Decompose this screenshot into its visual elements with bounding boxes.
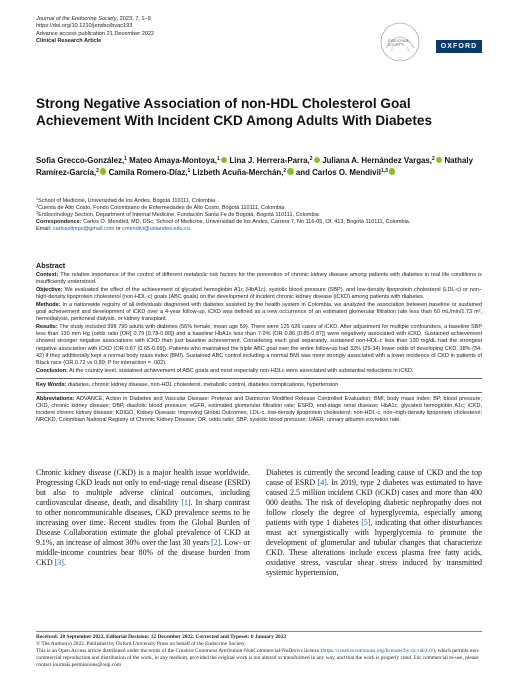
abstract-conclusion: Conclusion: At the country level, sustained achievement of ABC goals and most especially non-HDLc were associated with substantial reductions in iCKD.	[36, 367, 414, 374]
author-affiliation-number: 1,3	[380, 167, 388, 174]
author-affiliation-number: 2	[96, 167, 99, 174]
page-header	[36, 16, 482, 64]
email-link-1[interactable]: carlosolimpo@gmail.com	[52, 226, 115, 232]
citation-link[interactable]: [3]	[54, 557, 64, 567]
orcid-icon[interactable]	[314, 157, 321, 164]
affiliations	[36, 198, 482, 233]
author-affiliation-number: 2	[431, 156, 435, 162]
abstract-section	[36, 262, 482, 425]
abstract-methods: Methods: In a nationwide registry of all individuals diagnosed with diabetes assisted by the health system in Colombia, we analyzed the association between baseline or sustained goal achievement and development of iCKD over a 4-year follow-up. iCKD was defined as a new occurrence of an estimated glomerular filtration rate less than 60 mL/min/1.73 m², hemodialysis, peritoneal dialysis, or kidney transplant.	[36, 302, 482, 323]
author-name: Sofia Grecco-González,$^1$	[36, 156, 127, 165]
doi-link[interactable]: https://doi.org/10.1210/jendso/bvac193	[36, 23, 133, 30]
author-affiliation-number: 1	[187, 167, 191, 174]
article-type: Clinical Research Article	[36, 38, 102, 45]
affiliation-1: $^1$School of Medicine, Universidad de los Andes, Bogotá 110111, Colombia	[36, 197, 216, 204]
abstract-context: Context: The relative importance of the control of different metabolic risk factors for the prevention of chronic kidney disease among patients with diabetes in real life conditions is insufficiently understood.	[36, 272, 482, 286]
orcid-icon[interactable]	[100, 168, 107, 175]
article-title: Strong Negative Association of non-HDL Cholesterol Goal Achievement With Incident CKD Among Adults With Diabetes	[36, 96, 433, 128]
author-affiliation-number: 2	[283, 167, 287, 174]
correspondence: Correspondence: Carlos O. Mendivil, MD, DSc, School of Medicine, Universidad de los Andes, Carrera 7, No 116-05, Of. 413, Bogotá 110111, Colombia.	[36, 219, 411, 225]
abstract-results: Results: The study included 998 790 adults with diabetes (56% female, mean age 59). There were 125 626 cases of iCKD. After adjustment for multiple confounders, a baseline SBP less than 130 mm Hg (odds ratio [OR] 0.79 [0.78-0.80]) and a baseline HbA1c less than 7.0% (OR 0.86 [0.85-0.87]) were negatively associated with iCKD. Sustained achievement showed stronger negative associations with iCKD than just baseline achievement. Considering each goal separately, sustained non-HDL-c less than 130 mg/dL had the strongest negative association with iCKD (OR 0.67 (0.65-0.69]). Patients who maintained the triple ABC goal over the entire follow-up had 32% (29-34) lower odds of developing CKD, 38% (34-42) if they additionally kept a normal body mass index (BMI). Sustained ABC control including a normal BMI was more strongly associated with a lower incidence of CKD in patients of Black race (OR 0.72 vs 0.89; P for interaction = .002).	[36, 324, 482, 366]
author-name: and Carlos O. Mendivil$^{1,3}$	[296, 168, 396, 177]
abbreviations: Abbreviations: ADVANCE, Action in Diabetes and Vascular Disease: Preterax and Diamicron Modified Release Controlled Evaluation; BMI, body mass index; BP, blood pressure; CKD, chronic kidney disease; DBP, diastolic blood pressure; eGFR, estimated glomerular filtration rate; ESRD, end-stage renal disease; HbA1c, glycated hemoglobin A1c; iCKD, incident chronic kidney disease; KDIGO, Kidney Disease: Improving Global Outcomes; LDL-c, low-density lipoprotein cholesterol; non-HDL-c, non–high-density lipoprotein cholesterol; NRCKD, Colombian National Registry of Chronic Kidney Disease; OR, odds ratio; SBP, systolic blood pressure; UAER, urinary albumin excretion rate.	[36, 395, 482, 423]
affiliation-3: $^3$Endocrinology Section, Department of Internal Medicine, Fundación Santa Fe de Bogotá, Bogotá 110111, Colombia	[36, 211, 319, 218]
footer-divider	[36, 631, 482, 632]
orcid-icon[interactable]	[389, 168, 396, 175]
citation-link[interactable]: [5]	[361, 517, 371, 527]
email-link-2[interactable]: cmendivi@uniandes.edu.co	[122, 226, 190, 232]
author-name: Nathaly Ramírez-García,$^2$	[36, 156, 473, 177]
copyright: © The Author(s) 2022. Published by Oxford University Press on behalf of the Endocrine Society.	[36, 640, 246, 647]
citation-link[interactable]: [2]	[211, 537, 221, 547]
author-name: Juliana A. Hernández Vargas,$^2$	[322, 156, 442, 165]
keywords-divider	[36, 392, 482, 393]
advance-access: Advance access publication 21 December 2022	[36, 30, 155, 37]
abstract-divider	[36, 378, 482, 379]
author-name: Camila Romero-Díaz,$^1$	[108, 167, 191, 177]
affiliation-2: $^2$Cuenta de Alto Costo, Fondo Colombiano de Enfermedades de Alto Costo, Bogotá 110111, Colombia	[36, 204, 285, 211]
oxford-logo: OXFORD	[436, 40, 482, 53]
orcid-icon[interactable]	[221, 157, 228, 164]
abstract-heading: Abstract	[36, 261, 66, 270]
article-dates: Received: 28 September 2022. Editorial Decision: 12 December 2022. Corrected and Typeset: 6 January 2023	[36, 634, 287, 640]
license-link[interactable]: https://creativecommons.org/licenses/by-nc-nd/4.0/	[322, 647, 434, 654]
author-affiliation-number: 1	[124, 156, 127, 162]
body-column-left: Chronic kidney disease (CKD) is a major health issue worldwide. Progressing CKD leads not only to end-stage renal disease (ESRD) but also to multiple adverse clinical outcomes, including cardiovascular disease, death, and disability [1]. In sharp contrast to other noncommunicable diseases, CKD prevalence seems to be increasing over time. Recent studies from the Global Burden of Disease Collaboration estimate the global prevalence of CKD at 9.1%, an increase of almost 30% over the last 30 years [2]. Low- or middle-income countries bear 80% of the disease burden from CKD [3].	[36, 468, 250, 567]
page-footer	[36, 634, 482, 669]
citation-link[interactable]: [1]	[181, 497, 191, 507]
journal-name: Journal of the Endocrine Society	[36, 16, 117, 22]
author-name: Mateo Amaya-Montoya,$^1$	[129, 156, 227, 165]
license-text: This is an Open Access article distributed under the terms of the Creative Commons Attribution-NonCommercial-NoDerivs licence (https://creativecommons.org/licenses/by-nc-nd/4.0/), which permits non-commercial reproduction and distribution of the work, in any medium, provided the original work is not altered or transformed in any way, and that the work is properly cited. For commercial re-use, please contact journals.permissions@oup.com	[36, 647, 480, 668]
author-affiliation-number: 1	[216, 156, 220, 162]
endocrine-society-logo	[380, 20, 420, 64]
citation-link[interactable]: [4]	[317, 477, 327, 487]
author-name: Lina J. Herrera-Parra,$^2$	[229, 156, 320, 165]
keywords: Key Words: diabetes, chronic kidney disease, non-HDL cholesterol, metabolic control, diabetes complications, hypertension	[36, 381, 339, 388]
orcid-icon[interactable]	[287, 168, 294, 175]
correspondence-email: Email: carlosolimpo@gmail.com or cmendivi@uniandes.edu.co.	[36, 226, 192, 232]
journal-issue: , 2023, 7, 1–9	[116, 16, 151, 22]
orcid-icon[interactable]	[436, 157, 443, 164]
body-column-right: Diabetes is currently the second leading cause of CKD and the top cause of ESRD [4]. In 2019, type 2 diabetes was estimated to have caused 2.5 million incident CKD (iCKD) cases and more than 400 000 deaths. The risk of developing diabetic nephropathy does not follow closely the degree of hyperglycemia, especially among patients with type 1 diabetes [5], indicating that other disturbances must act synergistically with hyperglycemia to promote the development of glomerular and tubular changes that characterize CKD. These alterations include excess plasma free fatty acids, oxidative stress, vascular shear stress induced by transmitted systemic hypertension,	[266, 468, 482, 577]
society-logo-text: ENDOCRINE SOCIETY	[388, 39, 409, 47]
journal-meta	[36, 16, 154, 46]
author-list	[36, 155, 482, 178]
author-affiliation-number: 2	[309, 156, 313, 162]
author-name: Lizbeth Acuña-Merchán,$^2$	[193, 168, 294, 177]
abstract-objective: Objective: We evaluated the effect of the achievement of glycated hemoglobin A1c (HbA1c), systolic blood pressure (SBP), and low-density lipoprotein cholesterol (LDL-c) or non–high-density lipoprotein cholesterol (non-HDL-c) goals (ABC goals) on the development of incident chronic kidney disease (iCKD) among patients with diabetes.	[36, 287, 482, 301]
